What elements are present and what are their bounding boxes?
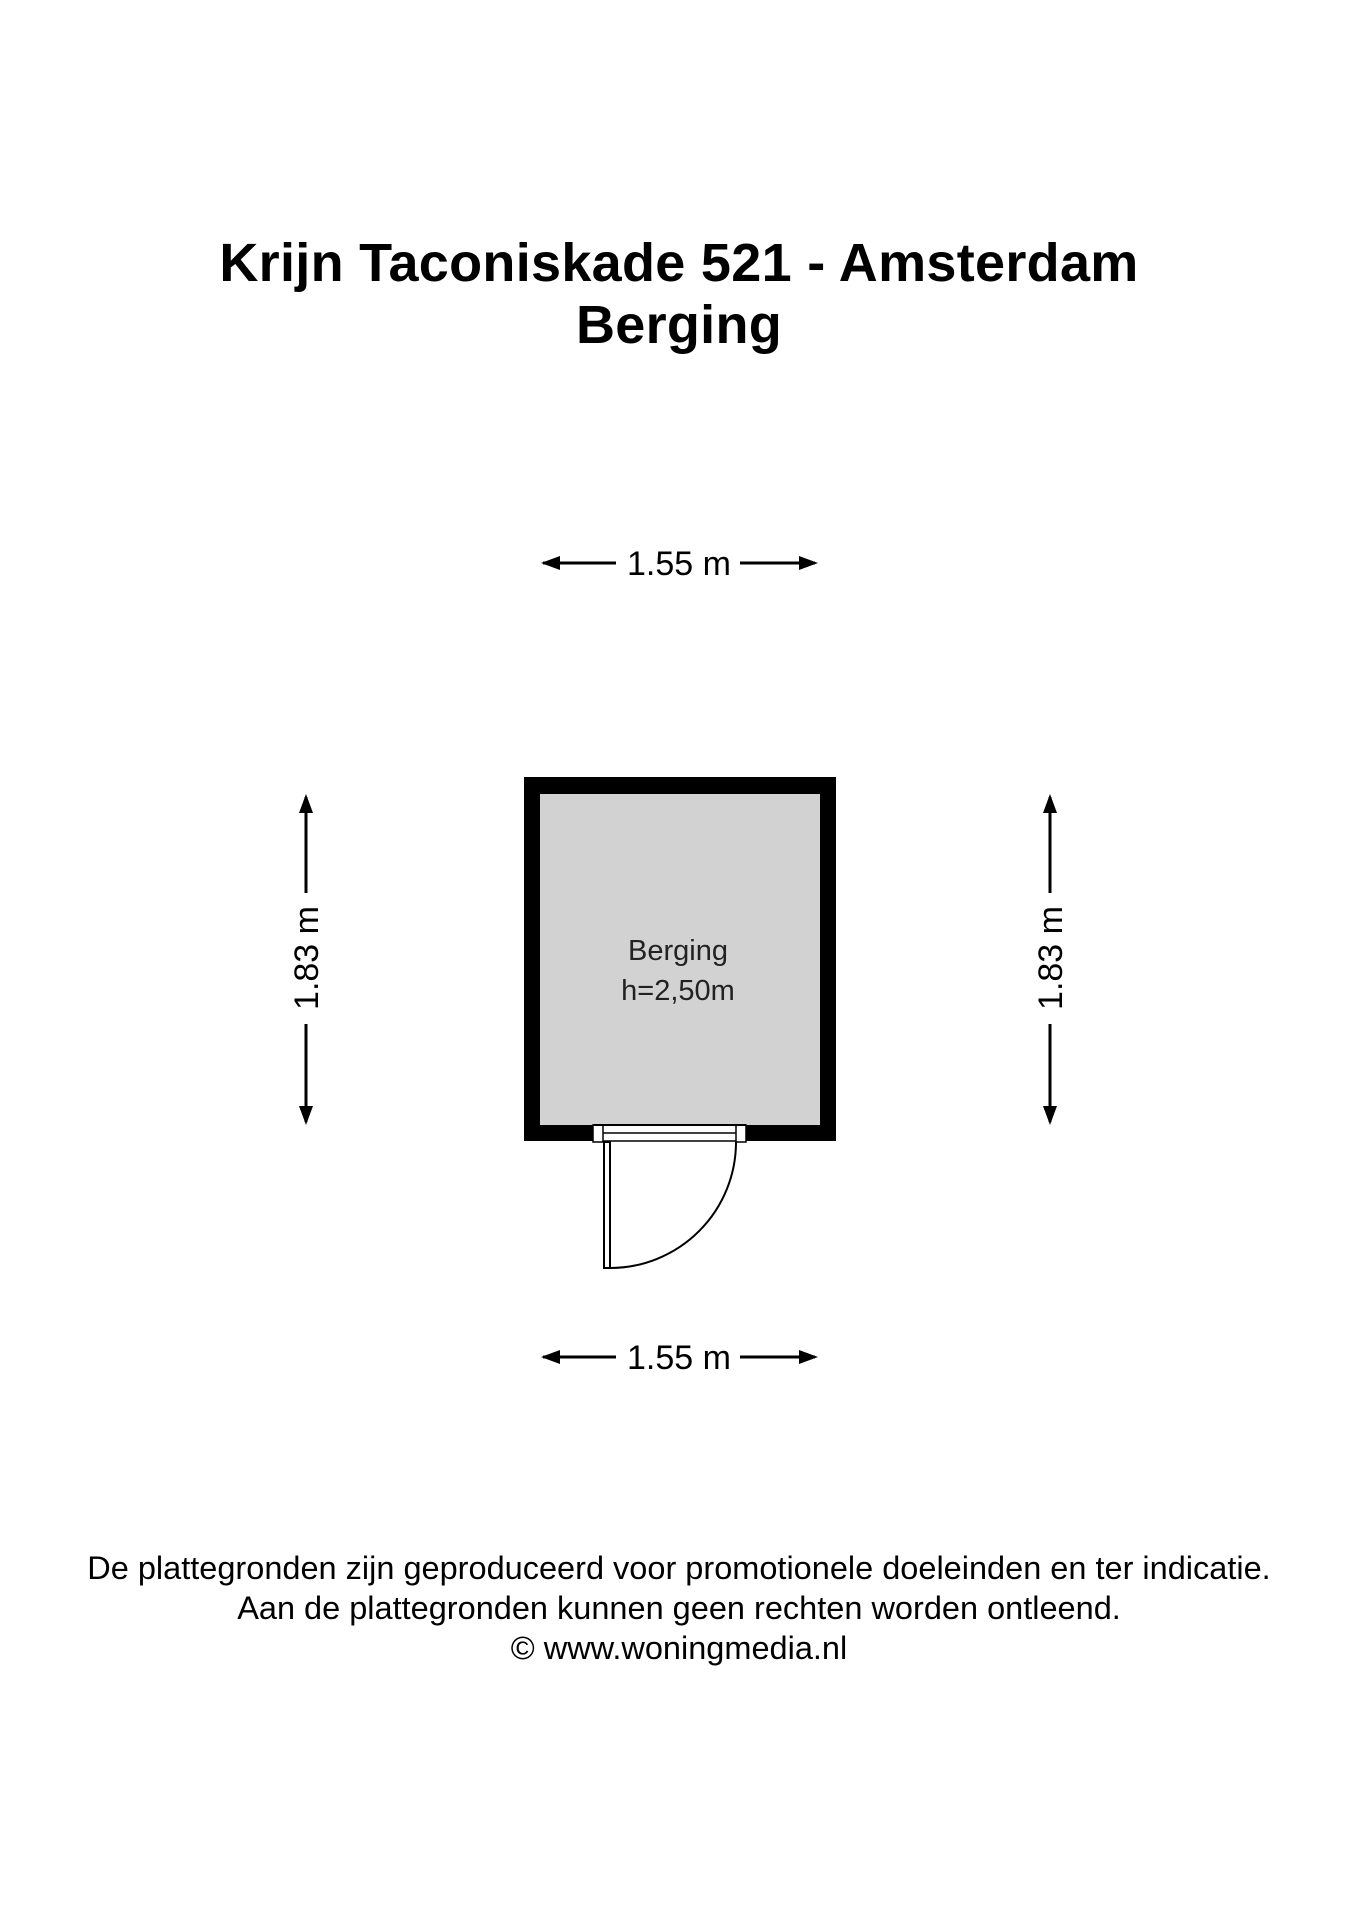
top-width-arrowhead-right	[799, 556, 818, 570]
page-title: Krijn Taconiskade 521 - Amsterdam	[219, 233, 1139, 293]
top-width-label: 1.55 m	[627, 545, 731, 583]
room-height-label: h=2,50m	[621, 975, 735, 1007]
disclaimer	[0, 1548, 1358, 1668]
right-depth-label: 1.83 m	[1032, 906, 1070, 1010]
disclaimer-line-1: De plattegronden zijn geproduceerd voor promotionele doeleinden en ter indicatie.	[87, 1550, 1271, 1586]
top-width-dimension	[541, 545, 818, 583]
left-depth-dimension	[288, 794, 326, 1125]
left-depth-label: 1.83 m	[288, 906, 326, 1010]
bottom-width-arrowhead-right	[799, 1350, 818, 1364]
bottom-width-label: 1.55 m	[627, 1339, 731, 1377]
right-depth-arrowhead-bottom	[1043, 1106, 1057, 1125]
room-name-label: Berging	[628, 935, 728, 967]
bottom-width-arrowhead-left	[541, 1350, 560, 1364]
top-width-arrowhead-left	[541, 556, 560, 570]
left-depth-arrowhead-bottom	[299, 1106, 313, 1125]
door-leaf	[604, 1142, 610, 1268]
bottom-width-dimension	[541, 1339, 818, 1377]
floor-title: Berging	[575, 295, 783, 355]
disclaimer-line-2: Aan de plattegronden kunnen geen rechten worden ontleend.	[237, 1590, 1121, 1626]
left-depth-arrowhead-top	[299, 794, 313, 813]
copyright-line: © www.woningmedia.nl	[510, 1630, 848, 1666]
right-depth-arrowhead-top	[1043, 794, 1057, 813]
storage-room	[524, 777, 836, 1268]
door-swing-arc	[610, 1142, 736, 1268]
right-depth-dimension	[1032, 794, 1070, 1125]
